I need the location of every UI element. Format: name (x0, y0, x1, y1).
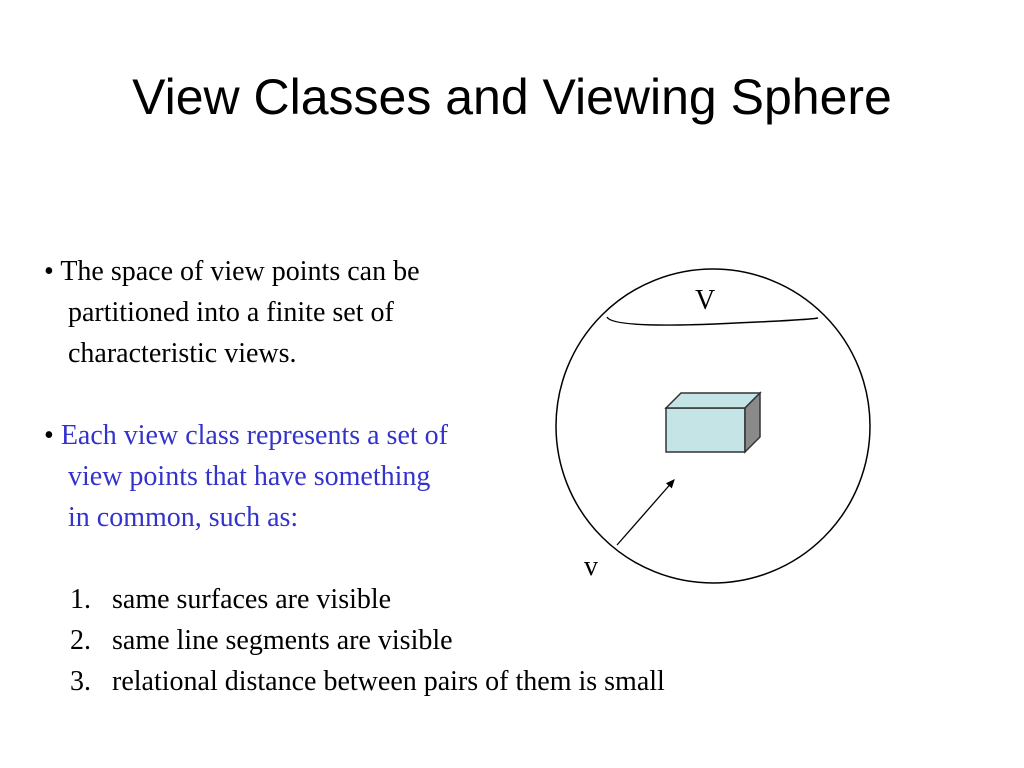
box-object (666, 393, 760, 452)
list-item: 2. same line segments are visible (70, 625, 453, 656)
bullet-line: view points that have something (68, 461, 431, 492)
bullet-marker: • (44, 420, 54, 451)
bullet-marker: • (44, 256, 54, 287)
bullet-viewpoint-space (44, 251, 420, 374)
bullet-line: partitioned into a finite set of (68, 297, 394, 328)
region-label-V: V (695, 285, 716, 316)
bullet-line: in common, such as: (68, 502, 299, 533)
bullet-line: The space of view points can be (60, 256, 420, 287)
list-item: 3. relational distance between pairs of them is small (70, 666, 665, 697)
bullet-line: Each view class represents a set of (60, 420, 448, 451)
bullet-line: characteristic views. (68, 338, 297, 369)
criteria-list (70, 579, 665, 702)
viewing-sphere-diagram (540, 260, 890, 590)
viewpoint-label-v: v (584, 551, 598, 582)
box-front-face (666, 408, 745, 452)
list-item: 1. same surfaces are visible (70, 584, 392, 615)
view-region-arc (607, 317, 818, 325)
viewpoint-arrow (617, 480, 674, 545)
box-top-face (666, 393, 760, 408)
bullet-view-class (44, 415, 448, 538)
slide-title: View Classes and Viewing Sphere (132, 69, 892, 125)
